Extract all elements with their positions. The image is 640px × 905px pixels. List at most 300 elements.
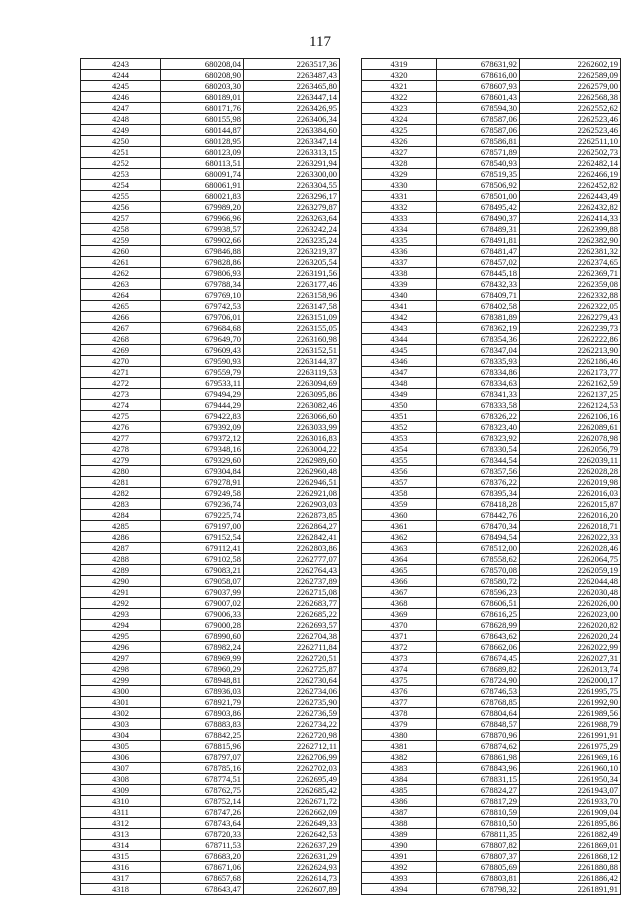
y-coordinate-cell: 2262685,22 [244, 609, 340, 620]
y-coordinate-cell: 2262026,00 [520, 598, 621, 609]
y-coordinate-cell: 2262044,48 [520, 576, 621, 587]
table-row [81, 136, 340, 147]
x-coordinate-cell: 679649,70 [161, 334, 244, 345]
table-row [362, 763, 621, 774]
table-row [362, 664, 621, 675]
x-coordinate-cell: 678501,00 [437, 191, 520, 202]
point-number-cell: 4344 [362, 334, 437, 345]
point-number-cell: 4246 [81, 92, 161, 103]
point-number-cell: 4362 [362, 532, 437, 543]
y-coordinate-cell: 2262013,74 [520, 664, 621, 675]
point-number-cell: 4339 [362, 279, 437, 290]
point-number-cell: 4337 [362, 257, 437, 268]
point-number-cell: 4394 [362, 884, 437, 895]
y-coordinate-cell: 2261950,34 [520, 774, 621, 785]
y-coordinate-cell: 2262056,79 [520, 444, 621, 455]
table-row [81, 103, 340, 114]
point-number-cell: 4280 [81, 466, 161, 477]
table-row [362, 136, 621, 147]
table-row [81, 686, 340, 697]
table-row [81, 818, 340, 829]
table-row [81, 191, 340, 202]
point-number-cell: 4300 [81, 686, 161, 697]
x-coordinate-cell: 678824,27 [437, 785, 520, 796]
x-coordinate-cell: 678376,22 [437, 477, 520, 488]
point-number-cell: 4281 [81, 477, 161, 488]
x-coordinate-cell: 678936,03 [161, 686, 244, 697]
x-coordinate-cell: 678494,54 [437, 532, 520, 543]
y-coordinate-cell: 2263095,86 [244, 389, 340, 400]
point-number-cell: 4255 [81, 191, 161, 202]
point-number-cell: 4270 [81, 356, 161, 367]
x-coordinate-cell: 679609,43 [161, 345, 244, 356]
table-row [362, 741, 621, 752]
y-coordinate-cell: 2262711,84 [244, 642, 340, 653]
y-coordinate-cell: 2262015,87 [520, 499, 621, 510]
point-number-cell: 4272 [81, 378, 161, 389]
x-coordinate-cell: 679007,02 [161, 598, 244, 609]
y-coordinate-cell: 2262568,38 [520, 92, 621, 103]
x-coordinate-cell: 679249,58 [161, 488, 244, 499]
y-coordinate-cell: 2263066,60 [244, 411, 340, 422]
point-number-cell: 4303 [81, 719, 161, 730]
y-coordinate-cell: 2262589,09 [520, 70, 621, 81]
table-row [362, 323, 621, 334]
x-coordinate-cell: 678774,51 [161, 774, 244, 785]
table-row [81, 235, 340, 246]
x-coordinate-cell: 679000,28 [161, 620, 244, 631]
table-row [81, 158, 340, 169]
y-coordinate-cell: 2263191,56 [244, 268, 340, 279]
table-row [362, 81, 621, 92]
point-number-cell: 4282 [81, 488, 161, 499]
point-number-cell: 4267 [81, 323, 161, 334]
point-number-cell: 4283 [81, 499, 161, 510]
y-coordinate-cell: 2263304,55 [244, 180, 340, 191]
x-coordinate-cell: 678445,18 [437, 268, 520, 279]
y-coordinate-cell: 2263205,54 [244, 257, 340, 268]
table-row [362, 180, 621, 191]
point-number-cell: 4302 [81, 708, 161, 719]
point-number-cell: 4318 [81, 884, 161, 895]
y-coordinate-cell: 2263263,64 [244, 213, 340, 224]
y-coordinate-cell: 2263094,69 [244, 378, 340, 389]
point-number-cell: 4343 [362, 323, 437, 334]
x-coordinate-cell: 678883,83 [161, 719, 244, 730]
x-coordinate-cell: 678785,16 [161, 763, 244, 774]
table-row [362, 686, 621, 697]
x-coordinate-cell: 679422,83 [161, 411, 244, 422]
y-coordinate-cell: 2262039,11 [520, 455, 621, 466]
x-coordinate-cell: 680208,04 [161, 59, 244, 70]
y-coordinate-cell: 2262279,43 [520, 312, 621, 323]
y-coordinate-cell: 2263144,37 [244, 356, 340, 367]
y-coordinate-cell: 2263016,83 [244, 433, 340, 444]
x-coordinate-cell: 678442,76 [437, 510, 520, 521]
y-coordinate-cell: 2262649,33 [244, 818, 340, 829]
x-coordinate-cell: 678323,92 [437, 433, 520, 444]
table-row [362, 653, 621, 664]
x-coordinate-cell: 679788,34 [161, 279, 244, 290]
table-row [81, 708, 340, 719]
y-coordinate-cell: 2263384,60 [244, 125, 340, 136]
x-coordinate-cell: 679444,29 [161, 400, 244, 411]
x-coordinate-cell: 678874,62 [437, 741, 520, 752]
point-number-cell: 4249 [81, 125, 161, 136]
x-coordinate-cell: 678330,54 [437, 444, 520, 455]
table-row [81, 587, 340, 598]
point-number-cell: 4384 [362, 774, 437, 785]
table-row [81, 455, 340, 466]
point-number-cell: 4274 [81, 400, 161, 411]
table-row [362, 246, 621, 257]
y-coordinate-cell: 2262332,88 [520, 290, 621, 301]
y-coordinate-cell: 2262030,48 [520, 587, 621, 598]
x-coordinate-cell: 678362,19 [437, 323, 520, 334]
point-number-cell: 4320 [362, 70, 437, 81]
table-row [81, 642, 340, 653]
x-coordinate-cell: 679494,29 [161, 389, 244, 400]
table-row [81, 422, 340, 433]
y-coordinate-cell: 2262059,19 [520, 565, 621, 576]
table-row [362, 235, 621, 246]
x-coordinate-cell: 678752,14 [161, 796, 244, 807]
table-row [362, 433, 621, 444]
x-coordinate-cell: 680123,09 [161, 147, 244, 158]
table-row [81, 59, 340, 70]
point-number-cell: 4391 [362, 851, 437, 862]
table-row [81, 576, 340, 587]
table-row [81, 147, 340, 158]
y-coordinate-cell: 2262137,25 [520, 389, 621, 400]
table-row [362, 466, 621, 477]
x-coordinate-cell: 680189,01 [161, 92, 244, 103]
x-coordinate-cell: 679225,74 [161, 510, 244, 521]
y-coordinate-cell: 2262693,57 [244, 620, 340, 631]
point-number-cell: 4389 [362, 829, 437, 840]
table-row [362, 444, 621, 455]
y-coordinate-cell: 2261969,16 [520, 752, 621, 763]
x-coordinate-cell: 678495,42 [437, 202, 520, 213]
y-coordinate-cell: 2263406,34 [244, 114, 340, 125]
point-number-cell: 4285 [81, 521, 161, 532]
point-number-cell: 4263 [81, 279, 161, 290]
y-coordinate-cell: 2262523,46 [520, 125, 621, 136]
table-row [81, 246, 340, 257]
table-row [362, 521, 621, 532]
table-row [362, 279, 621, 290]
table-row [362, 92, 621, 103]
x-coordinate-cell: 680128,95 [161, 136, 244, 147]
point-number-cell: 4301 [81, 697, 161, 708]
x-coordinate-cell: 679742,53 [161, 301, 244, 312]
y-coordinate-cell: 2262702,03 [244, 763, 340, 774]
table-row [362, 642, 621, 653]
table-row [362, 829, 621, 840]
x-coordinate-cell: 678657,68 [161, 873, 244, 884]
point-number-cell: 4317 [81, 873, 161, 884]
point-number-cell: 4275 [81, 411, 161, 422]
table-row [362, 862, 621, 873]
y-coordinate-cell: 2262946,51 [244, 477, 340, 488]
table-row [81, 543, 340, 554]
point-number-cell: 4335 [362, 235, 437, 246]
y-coordinate-cell: 2262452,82 [520, 180, 621, 191]
point-number-cell: 4381 [362, 741, 437, 752]
x-coordinate-cell: 678616,00 [437, 70, 520, 81]
x-coordinate-cell: 678470,34 [437, 521, 520, 532]
x-coordinate-cell: 678842,25 [161, 730, 244, 741]
y-coordinate-cell: 2262186,46 [520, 356, 621, 367]
x-coordinate-cell: 678762,75 [161, 785, 244, 796]
table-row [81, 180, 340, 191]
y-coordinate-cell: 2262213,90 [520, 345, 621, 356]
x-coordinate-cell: 679938,57 [161, 224, 244, 235]
x-coordinate-cell: 679112,41 [161, 543, 244, 554]
x-coordinate-cell: 678689,82 [437, 664, 520, 675]
y-coordinate-cell: 2262736,59 [244, 708, 340, 719]
point-number-cell: 4277 [81, 433, 161, 444]
x-coordinate-cell: 678432,33 [437, 279, 520, 290]
y-coordinate-cell: 2262960,48 [244, 466, 340, 477]
y-coordinate-cell: 2261995,75 [520, 686, 621, 697]
point-number-cell: 4340 [362, 290, 437, 301]
x-coordinate-cell: 678903,86 [161, 708, 244, 719]
x-coordinate-cell: 678334,63 [437, 378, 520, 389]
x-coordinate-cell: 678746,53 [437, 686, 520, 697]
point-number-cell: 4377 [362, 697, 437, 708]
point-number-cell: 4245 [81, 81, 161, 92]
x-coordinate-cell: 678570,08 [437, 565, 520, 576]
point-number-cell: 4261 [81, 257, 161, 268]
table-row [81, 807, 340, 818]
table-row [81, 169, 340, 180]
point-number-cell: 4341 [362, 301, 437, 312]
point-number-cell: 4333 [362, 213, 437, 224]
x-coordinate-cell: 680171,76 [161, 103, 244, 114]
x-coordinate-cell: 680208,90 [161, 70, 244, 81]
x-coordinate-cell: 678643,47 [161, 884, 244, 895]
point-number-cell: 4356 [362, 466, 437, 477]
y-coordinate-cell: 2262511,10 [520, 136, 621, 147]
x-coordinate-cell: 679102,58 [161, 554, 244, 565]
y-coordinate-cell: 2262614,73 [244, 873, 340, 884]
y-coordinate-cell: 2261975,29 [520, 741, 621, 752]
table-row [81, 510, 340, 521]
y-coordinate-cell: 2262873,85 [244, 510, 340, 521]
y-coordinate-cell: 2262662,09 [244, 807, 340, 818]
table-row [81, 389, 340, 400]
y-coordinate-cell: 2263296,17 [244, 191, 340, 202]
point-number-cell: 4349 [362, 389, 437, 400]
x-coordinate-cell: 678631,92 [437, 59, 520, 70]
x-coordinate-cell: 678334,86 [437, 367, 520, 378]
y-coordinate-cell: 2263291,94 [244, 158, 340, 169]
coordinates-table-left [80, 58, 340, 895]
point-number-cell: 4353 [362, 433, 437, 444]
y-coordinate-cell: 2262579,00 [520, 81, 621, 92]
y-coordinate-cell: 2263447,14 [244, 92, 340, 103]
x-coordinate-cell: 678724,90 [437, 675, 520, 686]
point-number-cell: 4326 [362, 136, 437, 147]
table-row [362, 114, 621, 125]
x-coordinate-cell: 679236,74 [161, 499, 244, 510]
y-coordinate-cell: 2262725,87 [244, 664, 340, 675]
y-coordinate-cell: 2261909,04 [520, 807, 621, 818]
y-coordinate-cell: 2263155,05 [244, 323, 340, 334]
y-coordinate-cell: 2261992,90 [520, 697, 621, 708]
y-coordinate-cell: 2263517,36 [244, 59, 340, 70]
x-coordinate-cell: 678354,36 [437, 334, 520, 345]
y-coordinate-cell: 2262624,93 [244, 862, 340, 873]
y-coordinate-cell: 2261886,42 [520, 873, 621, 884]
x-coordinate-cell: 678580,72 [437, 576, 520, 587]
point-number-cell: 4347 [362, 367, 437, 378]
y-coordinate-cell: 2263219,37 [244, 246, 340, 257]
y-coordinate-cell: 2262374,65 [520, 257, 621, 268]
x-coordinate-cell: 679966,96 [161, 213, 244, 224]
table-row [81, 81, 340, 92]
table-row [362, 59, 621, 70]
point-number-cell: 4363 [362, 543, 437, 554]
y-coordinate-cell: 2262777,07 [244, 554, 340, 565]
x-coordinate-cell: 679006,33 [161, 609, 244, 620]
table-row [81, 829, 340, 840]
table-row [81, 862, 340, 873]
table-row [362, 125, 621, 136]
table-row [81, 752, 340, 763]
x-coordinate-cell: 678540,93 [437, 158, 520, 169]
y-coordinate-cell: 2262369,71 [520, 268, 621, 279]
x-coordinate-cell: 678341,33 [437, 389, 520, 400]
x-coordinate-cell: 678395,34 [437, 488, 520, 499]
x-coordinate-cell: 679392,09 [161, 422, 244, 433]
x-coordinate-cell: 678489,31 [437, 224, 520, 235]
x-coordinate-cell: 678596,23 [437, 587, 520, 598]
x-coordinate-cell: 678861,98 [437, 752, 520, 763]
y-coordinate-cell: 2262106,16 [520, 411, 621, 422]
point-number-cell: 4265 [81, 301, 161, 312]
table-row [81, 312, 340, 323]
table-row [362, 411, 621, 422]
x-coordinate-cell: 679902,66 [161, 235, 244, 246]
table-row [81, 741, 340, 752]
x-coordinate-cell: 678843,96 [437, 763, 520, 774]
table-row [362, 301, 621, 312]
x-coordinate-cell: 678326,22 [437, 411, 520, 422]
table-row [362, 499, 621, 510]
table-row [81, 345, 340, 356]
point-number-cell: 4332 [362, 202, 437, 213]
table-row [81, 521, 340, 532]
table-row [81, 620, 340, 631]
x-coordinate-cell: 678671,06 [161, 862, 244, 873]
x-coordinate-cell: 678628,99 [437, 620, 520, 631]
y-coordinate-cell: 2262704,38 [244, 631, 340, 642]
y-coordinate-cell: 2262737,89 [244, 576, 340, 587]
table-row [81, 477, 340, 488]
table-row [362, 169, 621, 180]
point-number-cell: 4322 [362, 92, 437, 103]
point-number-cell: 4260 [81, 246, 161, 257]
x-coordinate-cell: 678409,71 [437, 290, 520, 301]
x-coordinate-cell: 678402,58 [437, 301, 520, 312]
y-coordinate-cell: 2262602,19 [520, 59, 621, 70]
x-coordinate-cell: 678586,81 [437, 136, 520, 147]
point-number-cell: 4266 [81, 312, 161, 323]
y-coordinate-cell: 2263152,51 [244, 345, 340, 356]
table-row [362, 752, 621, 763]
y-coordinate-cell: 2263487,43 [244, 70, 340, 81]
y-coordinate-cell: 2262637,29 [244, 840, 340, 851]
y-coordinate-cell: 2262712,11 [244, 741, 340, 752]
table-row [81, 70, 340, 81]
y-coordinate-cell: 2262903,03 [244, 499, 340, 510]
x-coordinate-cell: 678810,50 [437, 818, 520, 829]
y-coordinate-cell: 2262552,62 [520, 103, 621, 114]
table-row [362, 851, 621, 862]
x-coordinate-cell: 679590,93 [161, 356, 244, 367]
table-row [81, 840, 340, 851]
point-number-cell: 4286 [81, 532, 161, 543]
table-row [81, 664, 340, 675]
y-coordinate-cell: 2262414,33 [520, 213, 621, 224]
point-number-cell: 4296 [81, 642, 161, 653]
x-coordinate-cell: 678768,85 [437, 697, 520, 708]
point-number-cell: 4313 [81, 829, 161, 840]
table-row [81, 114, 340, 125]
table-row [81, 433, 340, 444]
table-row [81, 719, 340, 730]
y-coordinate-cell: 2262124,53 [520, 400, 621, 411]
x-coordinate-cell: 678803,81 [437, 873, 520, 884]
x-coordinate-cell: 678457,02 [437, 257, 520, 268]
point-number-cell: 4310 [81, 796, 161, 807]
y-coordinate-cell: 2262734,06 [244, 686, 340, 697]
point-number-cell: 4257 [81, 213, 161, 224]
y-coordinate-cell: 2263119,53 [244, 367, 340, 378]
table-row [81, 400, 340, 411]
y-coordinate-cell: 2261895,86 [520, 818, 621, 829]
x-coordinate-cell: 678743,64 [161, 818, 244, 829]
point-number-cell: 4351 [362, 411, 437, 422]
point-number-cell: 4350 [362, 400, 437, 411]
table-row [81, 279, 340, 290]
y-coordinate-cell: 2263426,95 [244, 103, 340, 114]
table-row [362, 213, 621, 224]
table-row [362, 576, 621, 587]
y-coordinate-cell: 2262016,20 [520, 510, 621, 521]
x-coordinate-cell: 679083,21 [161, 565, 244, 576]
x-coordinate-cell: 678811,35 [437, 829, 520, 840]
point-number-cell: 4299 [81, 675, 161, 686]
x-coordinate-cell: 678643,62 [437, 631, 520, 642]
table-row [81, 356, 340, 367]
y-coordinate-cell: 2262322,05 [520, 301, 621, 312]
y-coordinate-cell: 2262720,51 [244, 653, 340, 664]
y-coordinate-cell: 2262162,59 [520, 378, 621, 389]
table-row [81, 675, 340, 686]
table-row [362, 807, 621, 818]
point-number-cell: 4365 [362, 565, 437, 576]
x-coordinate-cell: 678674,45 [437, 653, 520, 664]
y-coordinate-cell: 2261880,88 [520, 862, 621, 873]
y-coordinate-cell: 2262443,49 [520, 191, 621, 202]
x-coordinate-cell: 678558,62 [437, 554, 520, 565]
point-number-cell: 4354 [362, 444, 437, 455]
y-coordinate-cell: 2262432,82 [520, 202, 621, 213]
table-row [81, 785, 340, 796]
